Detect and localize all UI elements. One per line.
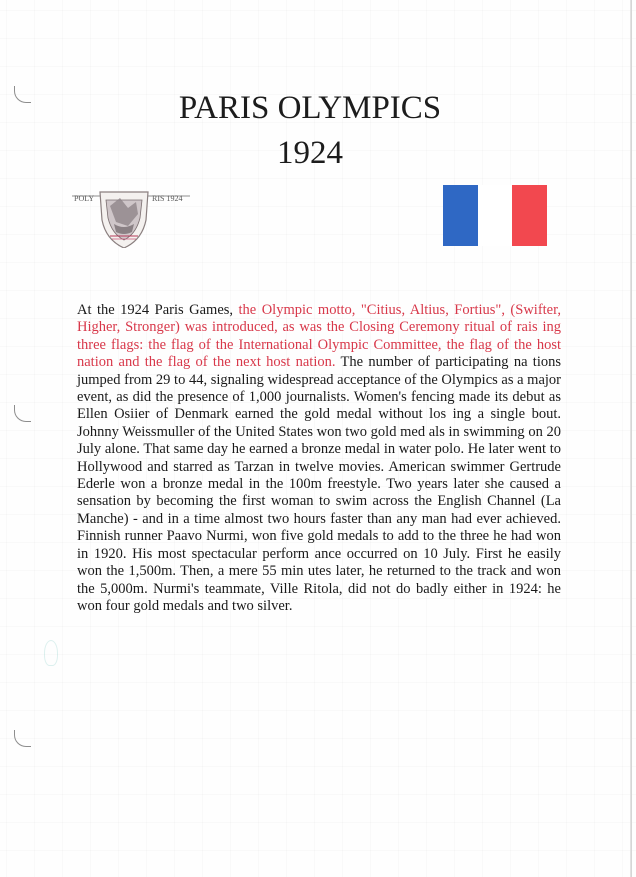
binder-hole-top — [14, 86, 31, 103]
binder-hole-bottom — [14, 730, 31, 747]
logo-text-left: POLY — [74, 194, 95, 203]
paragraph-continuation: The number of participating na tions jumped from 29 to 44, signaling widespread acceptance of the Olympics as a major event, as did the presence of 1,000 journalists. Women's fencing made its debut as Ellen Osiier of Denmark earned the gold medal without los ing a single bout. Johnny Weissmuller of the United States won two gold med als in swimming on 20 July alone. That same day he earned a bronze medal in water polo. He later went to Hollywood and starred as Tarzan in twelve movies. American swimmer Gertrude Ederle won a bronze medal in the 100m freestyle. Two years later she caused a sensation by becoming the first woman to swim across the English Channel (La Manche) - and in a time almost two hours faster than any man had ever achieved. Finnish runner Paavo Nurmi, won five gold medals to add to the three he had won in 1920. His most spectacular perform ance occurred on 10 July. First he easily won the 1,500m. Then, a mere 55 min utes later, he returned to the track and won the 5,000m. Nurmi's teammate, Ville Ritola, did not do badly either in 1924: he won four gold medals and two silver. — [77, 354, 561, 614]
article-paragraph — [77, 302, 561, 615]
flag-stripe-red — [512, 185, 547, 246]
flag-stripe-white — [478, 185, 513, 246]
page-title-year: 1924 — [277, 135, 343, 171]
logo-text-right: RIS 1924 — [152, 194, 183, 203]
binder-hole-middle — [14, 405, 31, 422]
highlighted-motto-text: the Olympic motto, "Citius, Altius, Fortius", (Swifter, Higher, Stronger) was introduced, as was the Closing Ceremony ritual of rais ing three flags: the flag of the International Olympic Committee, the flag of the host nation and the flag of the next host nation. — [77, 302, 561, 371]
french-flag-icon — [443, 185, 547, 246]
page-title: PARIS OLYMPICS — [178, 90, 442, 126]
page-edge — [630, 0, 632, 877]
flag-stripe-blue — [443, 185, 478, 246]
faint-stain — [44, 640, 58, 666]
olympic-poster-shield-icon — [70, 178, 192, 248]
paragraph-intro: At the 1924 Paris Games, — [77, 302, 239, 318]
